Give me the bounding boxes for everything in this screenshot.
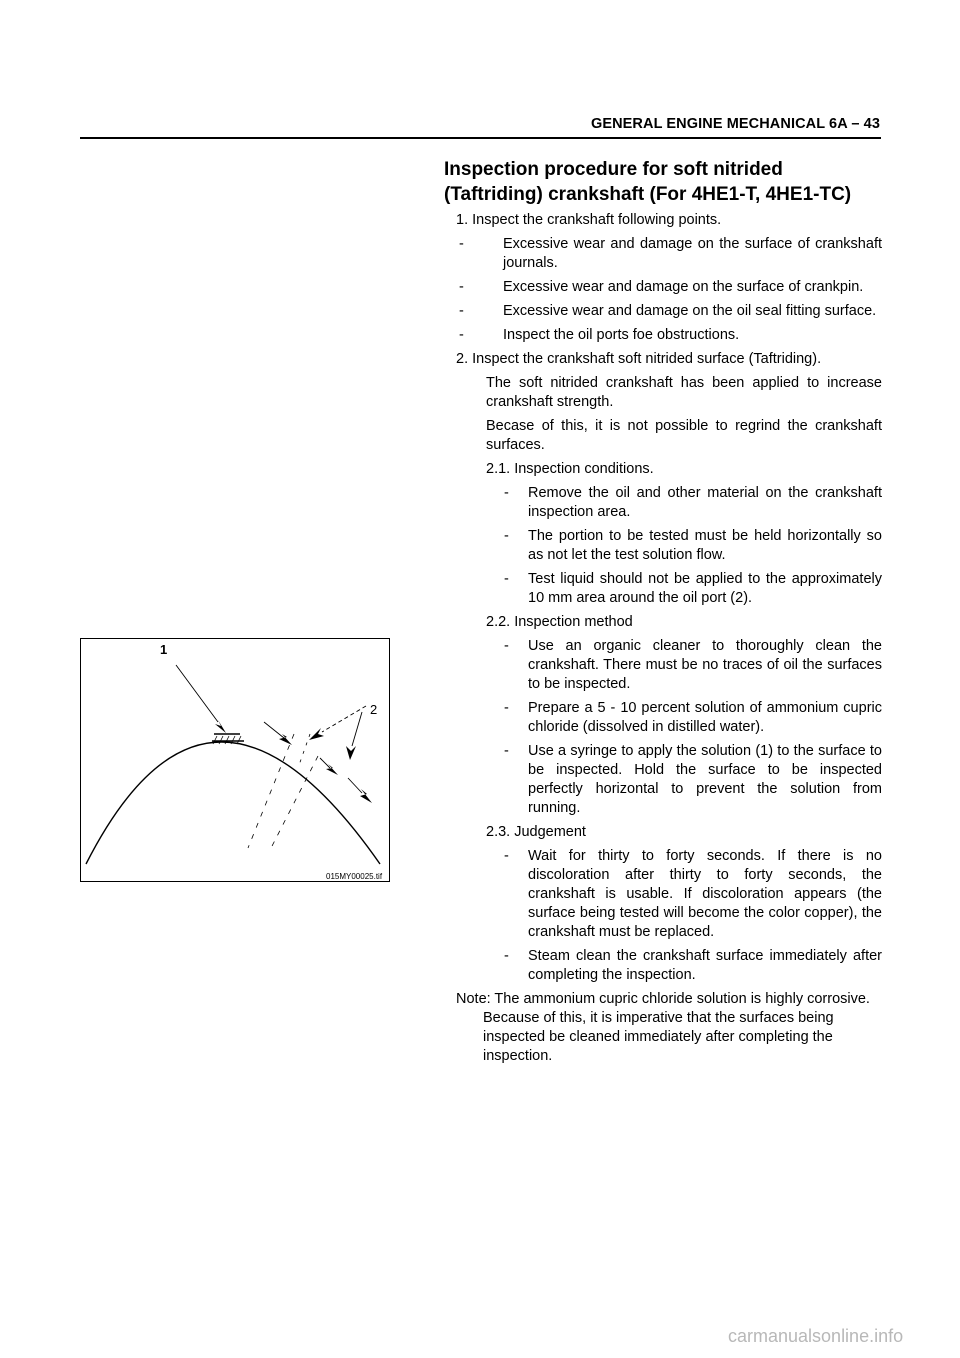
oil-port-right-arrowhead: [360, 789, 372, 803]
bullet-dash: -: [504, 528, 509, 544]
callout-2-arrowhead-a: [309, 728, 324, 740]
step-1-item: - Excessive wear and damage on the surface of crankpin.: [459, 279, 864, 295]
section-title-line-2: (Taftriding) crankshaft (For 4HE1-T, 4HE1-TC): [444, 184, 852, 205]
step-2-paragraph: Becase of this, it is not possible to regrind the crankshaft surfaces.: [486, 418, 882, 453]
bullet-dash: -: [459, 236, 464, 252]
oil-passage-line-a: [248, 734, 294, 848]
bullet-dash: -: [504, 743, 509, 759]
caution-note: Note: The ammonium cupric chloride solution is highly corrosive. Because of this, it is imperative that the surfaces being inspected be cleaned immediately after completing the inspection.: [456, 991, 870, 1064]
bullet-dash: -: [504, 485, 509, 501]
step-1-item: - Excessive wear and damage on the surface of crankshaft journals.: [459, 236, 882, 271]
oil-port-mid-leader: [320, 758, 330, 768]
substep-2-2-item: - Use an organic cleaner to thoroughly clean the crankshaft. There must be no traces of oil the surfaces to be inspected.: [504, 638, 882, 692]
crankshaft-diagram: [80, 638, 390, 882]
watermark: carmanualsonline.info: [728, 1326, 904, 1346]
procedure-body: [456, 211, 882, 1066]
figure-caption: 015MY00025.tif: [326, 872, 383, 881]
bullet-dash: -: [504, 638, 509, 654]
step-2-label: 2. Inspect the crankshaft soft nitrided surface (Taftriding).: [456, 351, 822, 367]
crankshaft-inspection-figure: [80, 638, 390, 882]
callout-2-leader-a: [322, 706, 366, 732]
substep-2-3-item: - Wait for thirty to forty seconds. If there is no discoloration after thirty to forty seconds, the crankshaft is usable. If discoloration appears (the surface being tested will become the color copper), the crankshaft must be replaced.: [504, 848, 882, 940]
step-2-paragraph: The soft nitrided crankshaft has been applied to increase crankshaft strength.: [486, 375, 882, 410]
bullet-dash: -: [459, 327, 464, 343]
bullet-dash: -: [504, 948, 509, 964]
substep-2-1-item: - Test liquid should not be applied to the approximately 10 mm area around the oil port (2).: [504, 571, 882, 606]
callout-2-label: 2: [370, 702, 378, 717]
substep-2-3-label: 2.3. Judgement: [486, 824, 586, 840]
callout-2-leader-b: [352, 712, 362, 746]
bullet-dash: -: [504, 848, 509, 864]
oil-passage-line-c: [298, 734, 310, 768]
substep-2-1-item: - The portion to be tested must be held horizontally so as not let the test solution flow.: [504, 528, 882, 563]
substep-2-2-label: 2.2. Inspection method: [486, 614, 633, 630]
bullet-dash: -: [504, 571, 509, 587]
figure-frame: [81, 639, 390, 882]
bullet-dash: -: [459, 303, 464, 319]
oil-port-right-leader: [348, 778, 362, 793]
header-rule: [80, 137, 881, 139]
bullet-dash: -: [459, 279, 464, 295]
section-title: [444, 157, 884, 207]
callout-1-arrowhead: [215, 720, 226, 733]
section-title-line-1: Inspection procedure for soft nitrided: [444, 159, 783, 180]
substep-2-2-item: - Use a syringe to apply the solution (1) to the surface to be inspected. Hold the surface to be inspected perfectly horizontal to prevent the solution from running.: [504, 743, 882, 816]
callout-1-label: 1: [160, 642, 168, 657]
substep-2-2-item: - Prepare a 5 - 10 percent solution of ammonium cupric chloride (dissolved in distilled water).: [504, 700, 882, 735]
step-1-item: - Inspect the oil ports foe obstructions.: [459, 327, 740, 343]
substep-2-1-label: 2.1. Inspection conditions.: [486, 461, 654, 477]
bullet-dash: -: [504, 700, 509, 716]
callout-1-leader: [176, 665, 218, 722]
step-1-item: - Excessive wear and damage on the oil seal fitting surface.: [459, 303, 877, 319]
step-1-label: 1. Inspect the crankshaft following points.: [456, 212, 722, 228]
substep-2-3-item: - Steam clean the crankshaft surface immediately after completing the inspection.: [504, 948, 882, 983]
oil-port-left-leader: [264, 722, 284, 738]
page-header: GENERAL ENGINE MECHANICAL 6A – 43: [590, 116, 880, 132]
substep-2-1-item: - Remove the oil and other material on the crankshaft inspection area.: [504, 485, 882, 520]
crankshaft-surface-arc: [86, 742, 380, 864]
callout-2-arrowhead-b: [346, 746, 356, 760]
